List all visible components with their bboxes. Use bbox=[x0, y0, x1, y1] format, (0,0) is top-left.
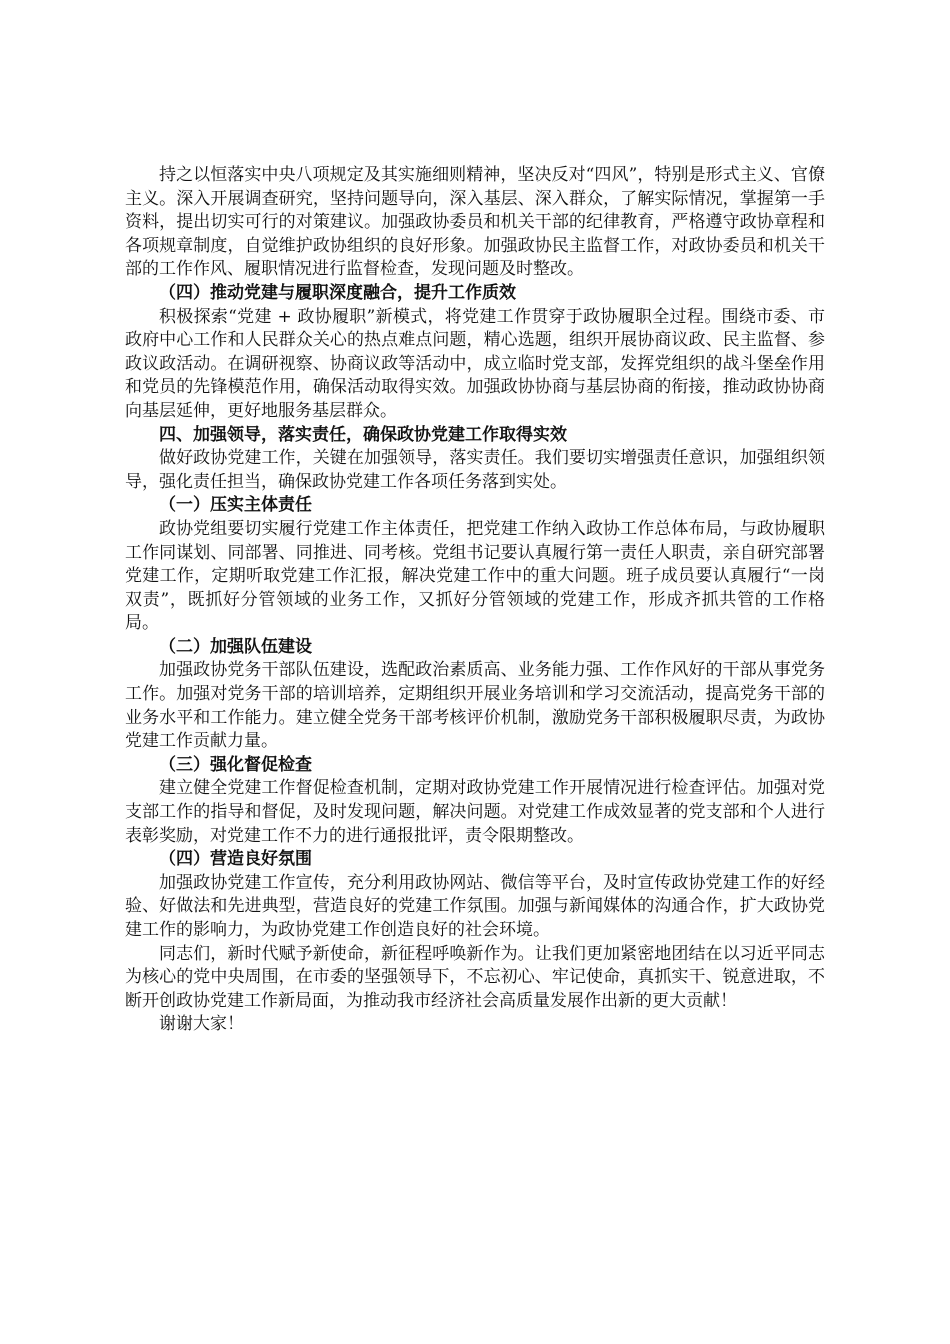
closing-thanks: 谢谢大家！ bbox=[159, 1014, 244, 1035]
section-heading: （四）营造良好氛围 bbox=[159, 849, 312, 870]
section-heading: （三）强化督促检查 bbox=[159, 754, 312, 775]
body-paragraph: 建立健全党建工作督促检查机制，定期对政协党建工作开展情况进行检查评估。加强对党支部工作的指导和督促，及时发现问题，解决问题。对党建工作成效显著的党支部和个人进行表彰奖励，对党建工作不力的进行通报批评，责令限期整改。 bbox=[125, 778, 825, 846]
document-page bbox=[125, 164, 825, 1037]
body-paragraph: 持之以恒落实中央八项规定及其实施细则精神，坚决反对“四风”，特别是形式主义、官僚主义。深入开展调查研究，坚持问题导向，深入基层、深入群众，了解实际情况，掌握第一手资料，提出切实可行的对策建议。加强政协委员和机关干部的纪律教育，严格遵守政协章程和各项规章制度，自觉维护政协组织的良好形象。加强政协民主监督工作，对政协委员和机关干部的工作作风、履职情况进行监督检查，发现问题及时整改。 bbox=[125, 165, 825, 280]
section-heading: （二）加强队伍建设 bbox=[159, 636, 312, 657]
body-paragraph: 做好政协党建工作，关键在加强领导，落实责任。我们要切实增强责任意识，加强组织领导，强化责任担当，确保政协党建工作各项任务落到实处。 bbox=[125, 448, 825, 492]
body-paragraph: 加强政协党建工作宣传，充分利用政协网站、微信等平台，及时宣传政协党建工作的好经验、好做法和先进典型，营造良好的党建工作氛围。加强与新闻媒体的沟通合作，扩大政协党建工作的影响力，为政协党建工作创造良好的社会环境。 bbox=[125, 872, 825, 940]
closing-paragraph: 同志们，新时代赋予新使命，新征程呼唤新作为。让我们更加紧密地团结在以习近平同志为核心的党中央周围，在市委的坚强领导下，不忘初心、牢记使命，真抓实干、锐意进取，不断开创政协党建工作新局面，为推动我市经济社会高质量发展作出新的更大贡献！ bbox=[125, 943, 825, 1011]
body-paragraph: 加强政协党务干部队伍建设，选配政治素质高、业务能力强、工作作风好的干部从事党务工作。加强对党务干部的培训培养，定期组织开展业务培训和学习交流活动，提高党务干部的业务水平和工作能力。建立健全党务干部考核评价机制，激励党务干部积极履职尽责，为政协党建工作贡献力量。 bbox=[125, 660, 825, 752]
section-heading: （四）推动党建与履职深度融合，提升工作质效 bbox=[159, 282, 516, 303]
body-paragraph: 积极探索“党建 + 政协履职”新模式，将党建工作贯穿于政协履职全过程。围绕市委、市政府中心工作和人民群众关心的热点难点问题，精心选题，组织开展协商议政、民主监督、参政议政活动。在调研视察、协商议政等活动中，成立临时党支部，发挥党组织的战斗堡垒作用和党员的先锋模范作用，确保活动取得实效。加强政协协商与基层协商的衔接，推动政协协商向基层延伸，更好地服务基层群众。 bbox=[125, 306, 825, 421]
chapter-heading: 四、加强领导，落实责任，确保政协党建工作取得实效 bbox=[159, 424, 567, 445]
body-paragraph: 政协党组要切实履行党建工作主体责任，把党建工作纳入政协工作总体布局，与政协履职工作同谋划、同部署、同推进、同考核。党组书记要认真履行第一责任人职责，亲自研究部署党建工作，定期听取党建工作汇报，解决党建工作中的重大问题。班子成员要认真履行“一岗双责”，既抓好分管领域的业务工作，又抓好分管领域的党建工作，形成齐抓共管的工作格局。 bbox=[125, 518, 825, 634]
section-heading: （一）压实主体责任 bbox=[159, 495, 312, 516]
